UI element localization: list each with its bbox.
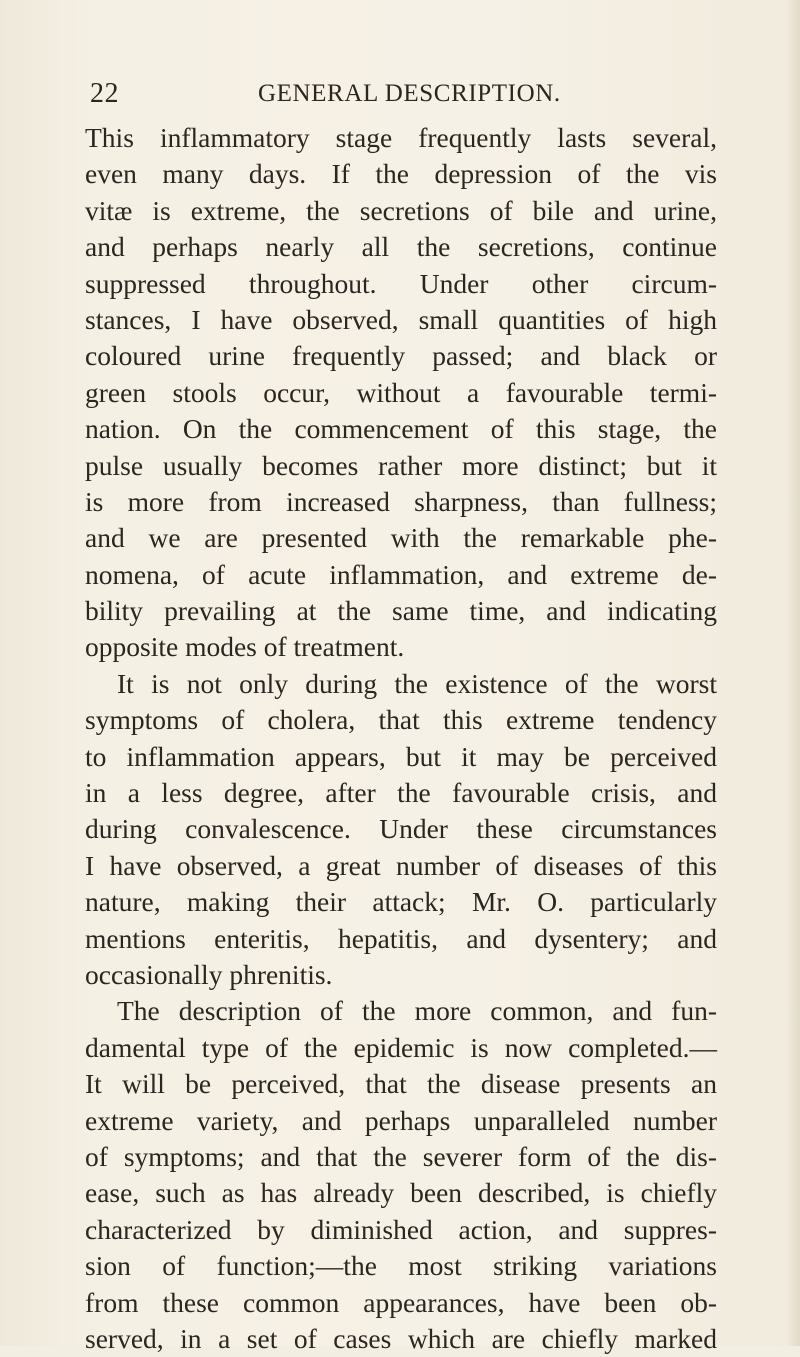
text-line: of symptoms; and that the severer form of the dis- xyxy=(85,1140,717,1172)
text-line: It is not only during the existence of the worst xyxy=(117,667,717,699)
running-head: GENERAL DESCRIPTION. xyxy=(258,80,561,107)
text-line: to inflammation appears, but it may be perceived xyxy=(85,740,717,772)
text-line: It will be perceived, that the disease presents an xyxy=(85,1068,717,1100)
text-line: sion of function;—the most striking variations xyxy=(85,1250,717,1282)
text-line: mentions enteritis, hepatitis, and dysentery; and xyxy=(85,922,717,954)
text-line: opposite modes of treatment. xyxy=(85,631,405,663)
text-line: and perhaps nearly all the secretions, continue xyxy=(85,231,717,263)
page-number: 22 xyxy=(90,78,119,109)
text-line: The description of the more common, and fun- xyxy=(117,995,717,1027)
text-line: served, in a set of cases which are chiefly marked xyxy=(85,1322,717,1354)
text-line: nation. On the commencement of this stage, the xyxy=(85,413,717,445)
text-line: green stools occur, without a favourable termi- xyxy=(85,376,717,408)
text-line: vitæ is extreme, the secretions of bile and urine, xyxy=(85,194,717,226)
text-line: symptoms of cholera, that this extreme tendency xyxy=(85,704,717,736)
text-line: from these common appearances, have been ob- xyxy=(85,1286,717,1318)
text-line: coloured urine frequently passed; and black or xyxy=(85,340,717,372)
text-line: This inflammatory stage frequently lasts several, xyxy=(85,122,717,153)
text-line: is more from increased sharpness, than fullness; xyxy=(85,485,717,517)
body-text xyxy=(85,120,717,1357)
text-line: in a less degree, after the favourable crisis, and xyxy=(85,777,717,809)
text-line: and we are presented with the remarkable phe- xyxy=(85,522,717,554)
page-header xyxy=(90,78,720,112)
text-line: suppressed throughout. Under other circum- xyxy=(85,267,717,299)
text-line: occasionally phrenitis. xyxy=(85,958,333,990)
text-line: nomena, of acute inflammation, and extreme de- xyxy=(85,558,717,590)
text-line: even many days. If the depression of the vis xyxy=(85,158,717,190)
text-line: bility prevailing at the same time, and indicating xyxy=(85,595,717,627)
text-line: pulse usually becomes rather more distinct; but it xyxy=(85,449,717,481)
text-line: during convalescence. Under these circumstances xyxy=(85,813,717,845)
text-line: nature, making their attack; Mr. O. particularly xyxy=(85,886,717,918)
text-line: characterized by diminished action, and suppres- xyxy=(85,1213,717,1245)
text-line: I have observed, a great number of diseases of this xyxy=(85,849,717,881)
page-edge-shadow xyxy=(786,0,800,1346)
text-line: ease, such as has already been described, is chiefly xyxy=(85,1177,717,1209)
text-line: damental type of the epidemic is now completed.— xyxy=(85,1031,717,1063)
text-line: stances, I have observed, small quantities of high xyxy=(85,303,717,335)
text-line: extreme variety, and perhaps unparalleled number xyxy=(85,1104,717,1136)
